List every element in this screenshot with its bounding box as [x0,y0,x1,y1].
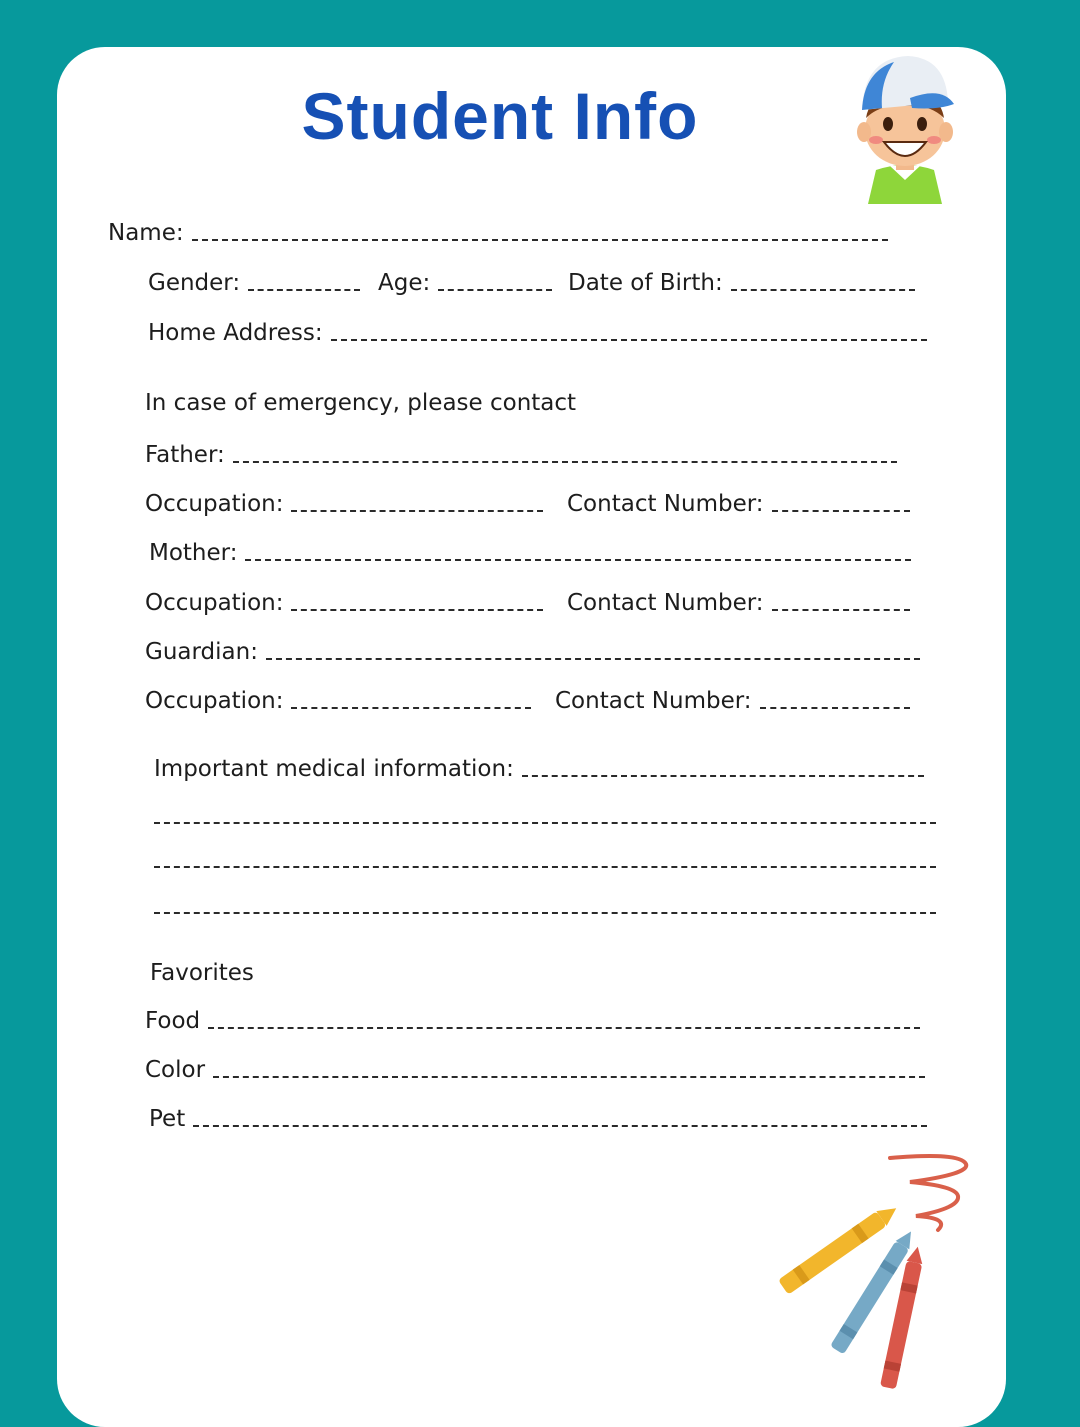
boy-with-cap-icon [850,52,960,204]
guardian-contact-label: Contact Number: [555,688,752,714]
name-label: Name: [108,220,184,246]
color-field[interactable] [145,1057,925,1083]
emergency-heading: In case of emergency, please contact [145,390,577,416]
guardian-blank[interactable] [266,658,920,660]
guardian-occupation-blank[interactable] [291,707,531,709]
name-field[interactable] [108,220,888,246]
crayons-icon [770,1150,980,1390]
home-address-label: Home Address: [148,320,323,346]
color-blank[interactable] [213,1076,925,1078]
medical-label: Important medical information: [154,756,514,782]
father-occupation-blank[interactable] [291,510,543,512]
guardian-contact-blank[interactable] [760,707,910,709]
guardian-occupation-field[interactable] [145,688,531,714]
medical-blank-line[interactable] [154,822,936,824]
father-blank[interactable] [233,461,897,463]
gender-blank[interactable] [248,289,360,291]
father-field[interactable] [145,442,897,468]
age-blank[interactable] [438,289,552,291]
mother-label: Mother: [149,540,238,566]
food-field[interactable] [145,1008,920,1034]
medical-blank-line[interactable] [154,866,936,868]
pet-label: Pet [149,1106,186,1132]
father-contact-blank[interactable] [772,510,910,512]
dob-field[interactable] [568,270,915,296]
father-label: Father: [145,442,225,468]
guardian-contact-field[interactable] [555,688,910,714]
food-label: Food [145,1008,201,1034]
home-address-field[interactable] [148,320,927,346]
mother-occupation-field[interactable] [145,590,543,616]
father-contact-field[interactable] [567,491,910,517]
gender-label: Gender: [148,270,241,296]
page-title: Student Info [301,79,699,153]
pet-field[interactable] [149,1106,927,1132]
dob-blank[interactable] [731,289,915,291]
mother-occupation-blank[interactable] [291,609,543,611]
gender-field[interactable] [148,270,360,296]
pet-blank[interactable] [193,1125,927,1127]
age-field[interactable] [378,270,552,296]
guardian-field[interactable] [145,639,920,665]
mother-blank[interactable] [245,559,911,561]
color-label: Color [145,1057,206,1083]
mother-contact-label: Contact Number: [567,590,764,616]
mother-contact-field[interactable] [567,590,910,616]
guardian-label: Guardian: [145,639,258,665]
mother-contact-blank[interactable] [772,609,910,611]
mother-field[interactable] [149,540,911,566]
father-contact-label: Contact Number: [567,491,764,517]
father-occupation-label: Occupation: [145,491,284,517]
medical-blank[interactable] [522,775,924,777]
favorites-heading: Favorites [150,960,254,986]
father-occupation-field[interactable] [145,491,543,517]
age-label: Age: [378,270,431,296]
food-blank[interactable] [208,1027,920,1029]
medical-field[interactable] [154,756,924,782]
home-address-blank[interactable] [331,339,927,341]
medical-blank-line[interactable] [154,912,936,914]
dob-label: Date of Birth: [568,270,723,296]
guardian-occupation-label: Occupation: [145,688,284,714]
mother-occupation-label: Occupation: [145,590,284,616]
name-blank[interactable] [192,239,888,241]
